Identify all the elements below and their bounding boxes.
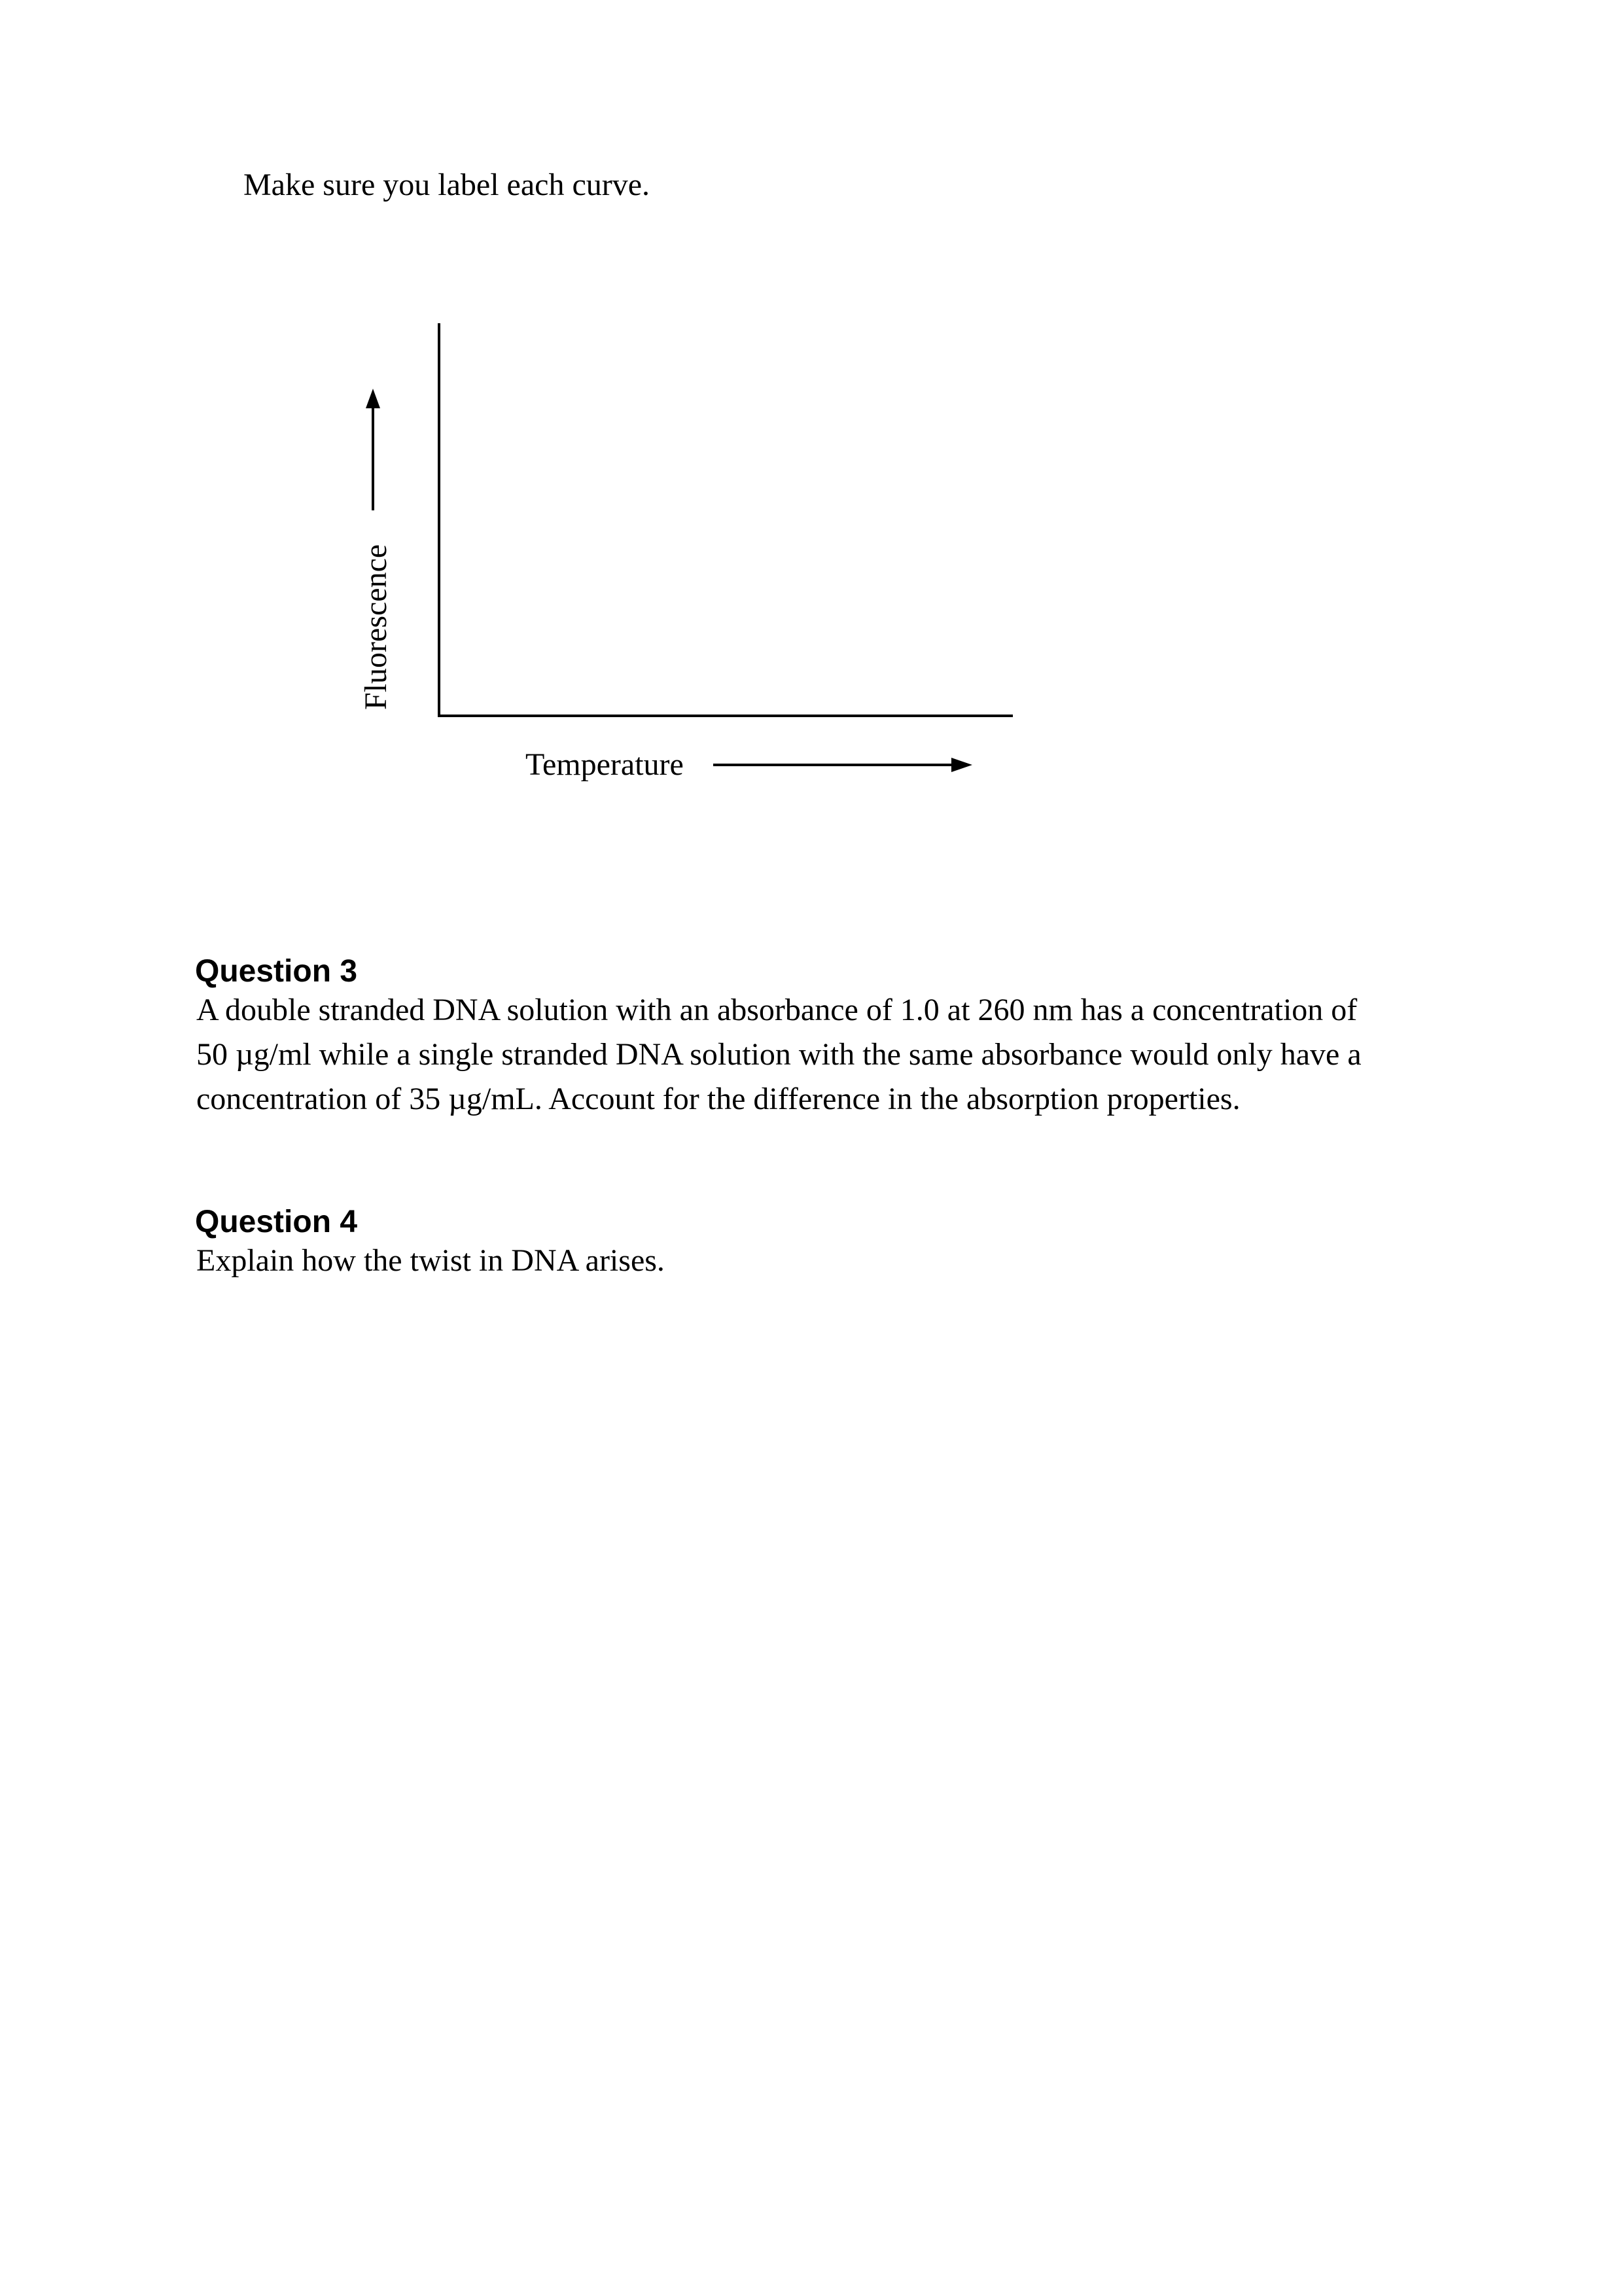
x-axis-label: Temperature [525,747,684,782]
question-3-text [196,988,1472,1122]
question-4-text [196,1239,1472,1283]
question-3-line: 50 µg/ml while a single stranded DNA solution with the same absorbance would only have a [196,1037,1362,1072]
question-3-line: concentration of 35 µg/mL. Account for the difference in the absorption properties. [196,1082,1241,1116]
question-3-heading: Question 3 [195,954,358,989]
x-axis-arrowhead [951,758,972,772]
instruction-text: Make sure you label each curve. [243,168,650,202]
question-4-line: Explain how the twist in DNA arises. [196,1243,665,1278]
y-axis-arrowhead [366,389,380,408]
question-4-heading: Question 4 [195,1205,358,1239]
question-3-line: A double stranded DNA solution with an absorbance of 1.0 at 260 nm has a concentration of [196,993,1358,1027]
blank-graph [0,0,1622,851]
y-axis-label: Fluorescence [359,544,393,710]
